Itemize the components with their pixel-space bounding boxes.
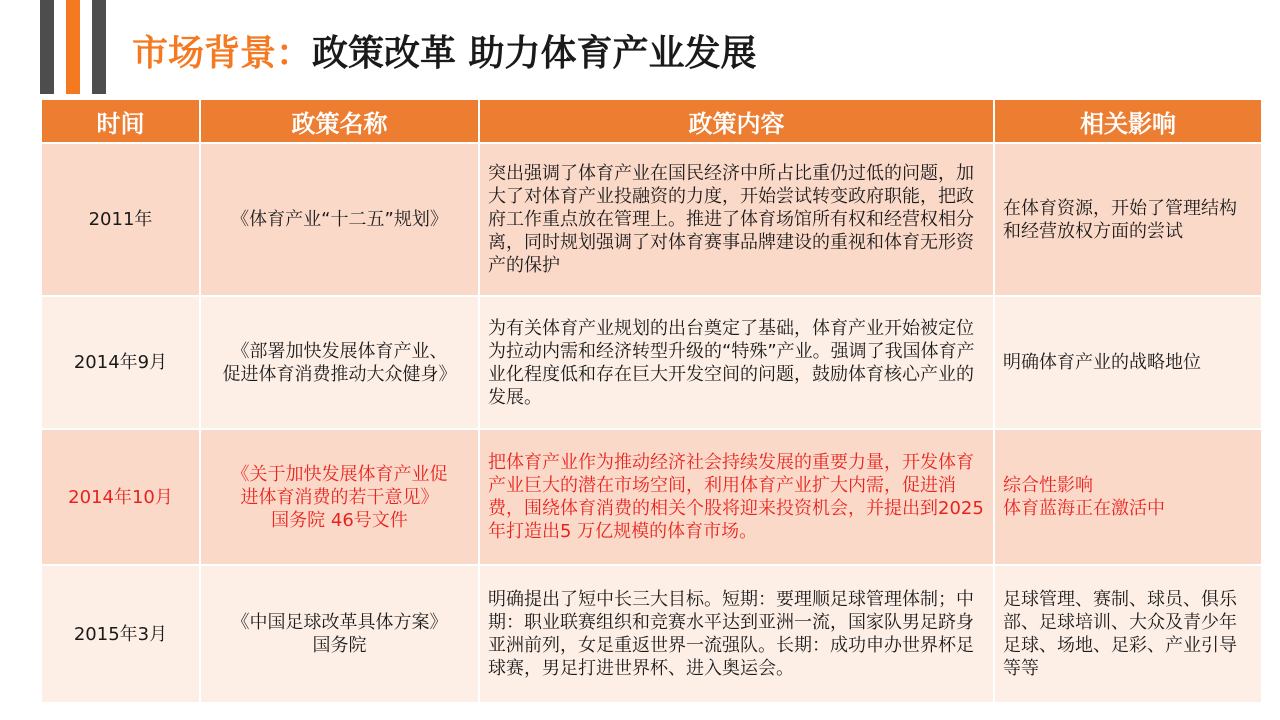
- impact-line: 足球管理、赛制、球员、俱乐部、足球培训、大众及青少年足球、场地、足彩、产业引导等等: [1003, 589, 1237, 679]
- policy-name-line: 《关于加快发展体育产业促: [231, 463, 448, 485]
- dark-bar: [40, 0, 54, 94]
- table-row: [41, 143, 1262, 296]
- cell-policy-content: 为有关体育产业规划的出台奠定了基础，体育产业开始被定位为拉动内需和经济转型升级的“特殊”产业。强调了我国体育产业化程度低和存在巨大开发空间的问题，鼓励体育核心产业的发展。: [479, 296, 994, 429]
- cell-policy-name: [200, 565, 479, 703]
- cell-time: 2014年10月: [41, 429, 200, 565]
- cell-policy-content: 明确提出了短中长三大目标。短期：要理顺足球管理体制；中期：职业联赛组织和竞赛水平达到亚洲一流，国家队男足跻身亚洲前列，女足重返世界一流强队。长期：成功申办世界杯足球赛，男足打进世界杯、进入奥运会。: [479, 565, 994, 703]
- impact-line: 综合性影响: [1003, 475, 1093, 496]
- policy-name-line: 国务院 46号文件: [271, 509, 408, 531]
- cell-impact: [994, 143, 1262, 296]
- policy-name-line: 《中国足球改革具体方案》: [231, 612, 448, 633]
- policy-name-line: 国务院: [312, 635, 367, 656]
- cell-policy-content: 把体育产业作为推动经济社会持续发展的重要力量，开发体育产业巨大的潜在市场空间，利用体育产业扩大内需，促进消费，围绕体育消费的相关个股将迎来投资机会，并提出到2025 年打造出5 万亿规模的体育市场。: [479, 429, 994, 565]
- policy-name-line: 促进体育消费推动大众健身》: [222, 363, 457, 385]
- title-main: 政策改革 助力体育产业发展: [312, 33, 757, 74]
- impact-line: 在体育资源，开始了管理结构和经营放权方面的尝试: [1003, 197, 1237, 242]
- table-header-row: [41, 99, 1262, 143]
- cell-policy-name: [200, 143, 479, 296]
- cell-time: 2015年3月: [41, 565, 200, 703]
- cell-impact: [994, 296, 1262, 429]
- impact-line: 明确体育产业的战略地位: [1003, 352, 1201, 373]
- orange-bar: [66, 0, 80, 94]
- header-time: 时间: [41, 99, 200, 143]
- table-row: [41, 296, 1262, 429]
- title-prefix: 市场背景：: [132, 33, 313, 74]
- cell-time: 2011年: [41, 143, 200, 296]
- cell-time: 2014年9月: [41, 296, 200, 429]
- header-policy-name: 政策名称: [200, 99, 479, 143]
- policy-name-line: 《体育产业“十二五”规划》: [231, 209, 448, 230]
- cell-impact: [994, 565, 1262, 703]
- cell-policy-name: [200, 296, 479, 429]
- cell-policy-content: 突出强调了体育产业在国民经济中所占比重仍过低的问题，加大了对体育产业投融资的力度，开始尝试转变政府职能，把政府工作重点放在管理上。推进了体育场馆所有权和经营权相分离，同时规划强调了对体育赛事品牌建设的重视和体育无形资产的保护: [479, 143, 994, 296]
- dark-bar: [92, 0, 106, 94]
- cell-impact: [994, 429, 1262, 565]
- decorative-bars: [40, 0, 108, 94]
- impact-line: 体育蓝海正在激活中: [1003, 498, 1165, 519]
- cell-policy-name: [200, 429, 479, 565]
- slide-title: [132, 28, 757, 80]
- table-row: [41, 429, 1262, 565]
- policy-table: [40, 98, 1263, 704]
- header-policy-content: 政策内容: [479, 99, 994, 143]
- table-row: [41, 565, 1262, 703]
- header-impact: 相关影响: [994, 99, 1262, 143]
- policy-name-line: 进体育消费的若干意见》: [240, 486, 439, 508]
- policy-name-line: 《部署加快发展体育产业、: [231, 340, 448, 362]
